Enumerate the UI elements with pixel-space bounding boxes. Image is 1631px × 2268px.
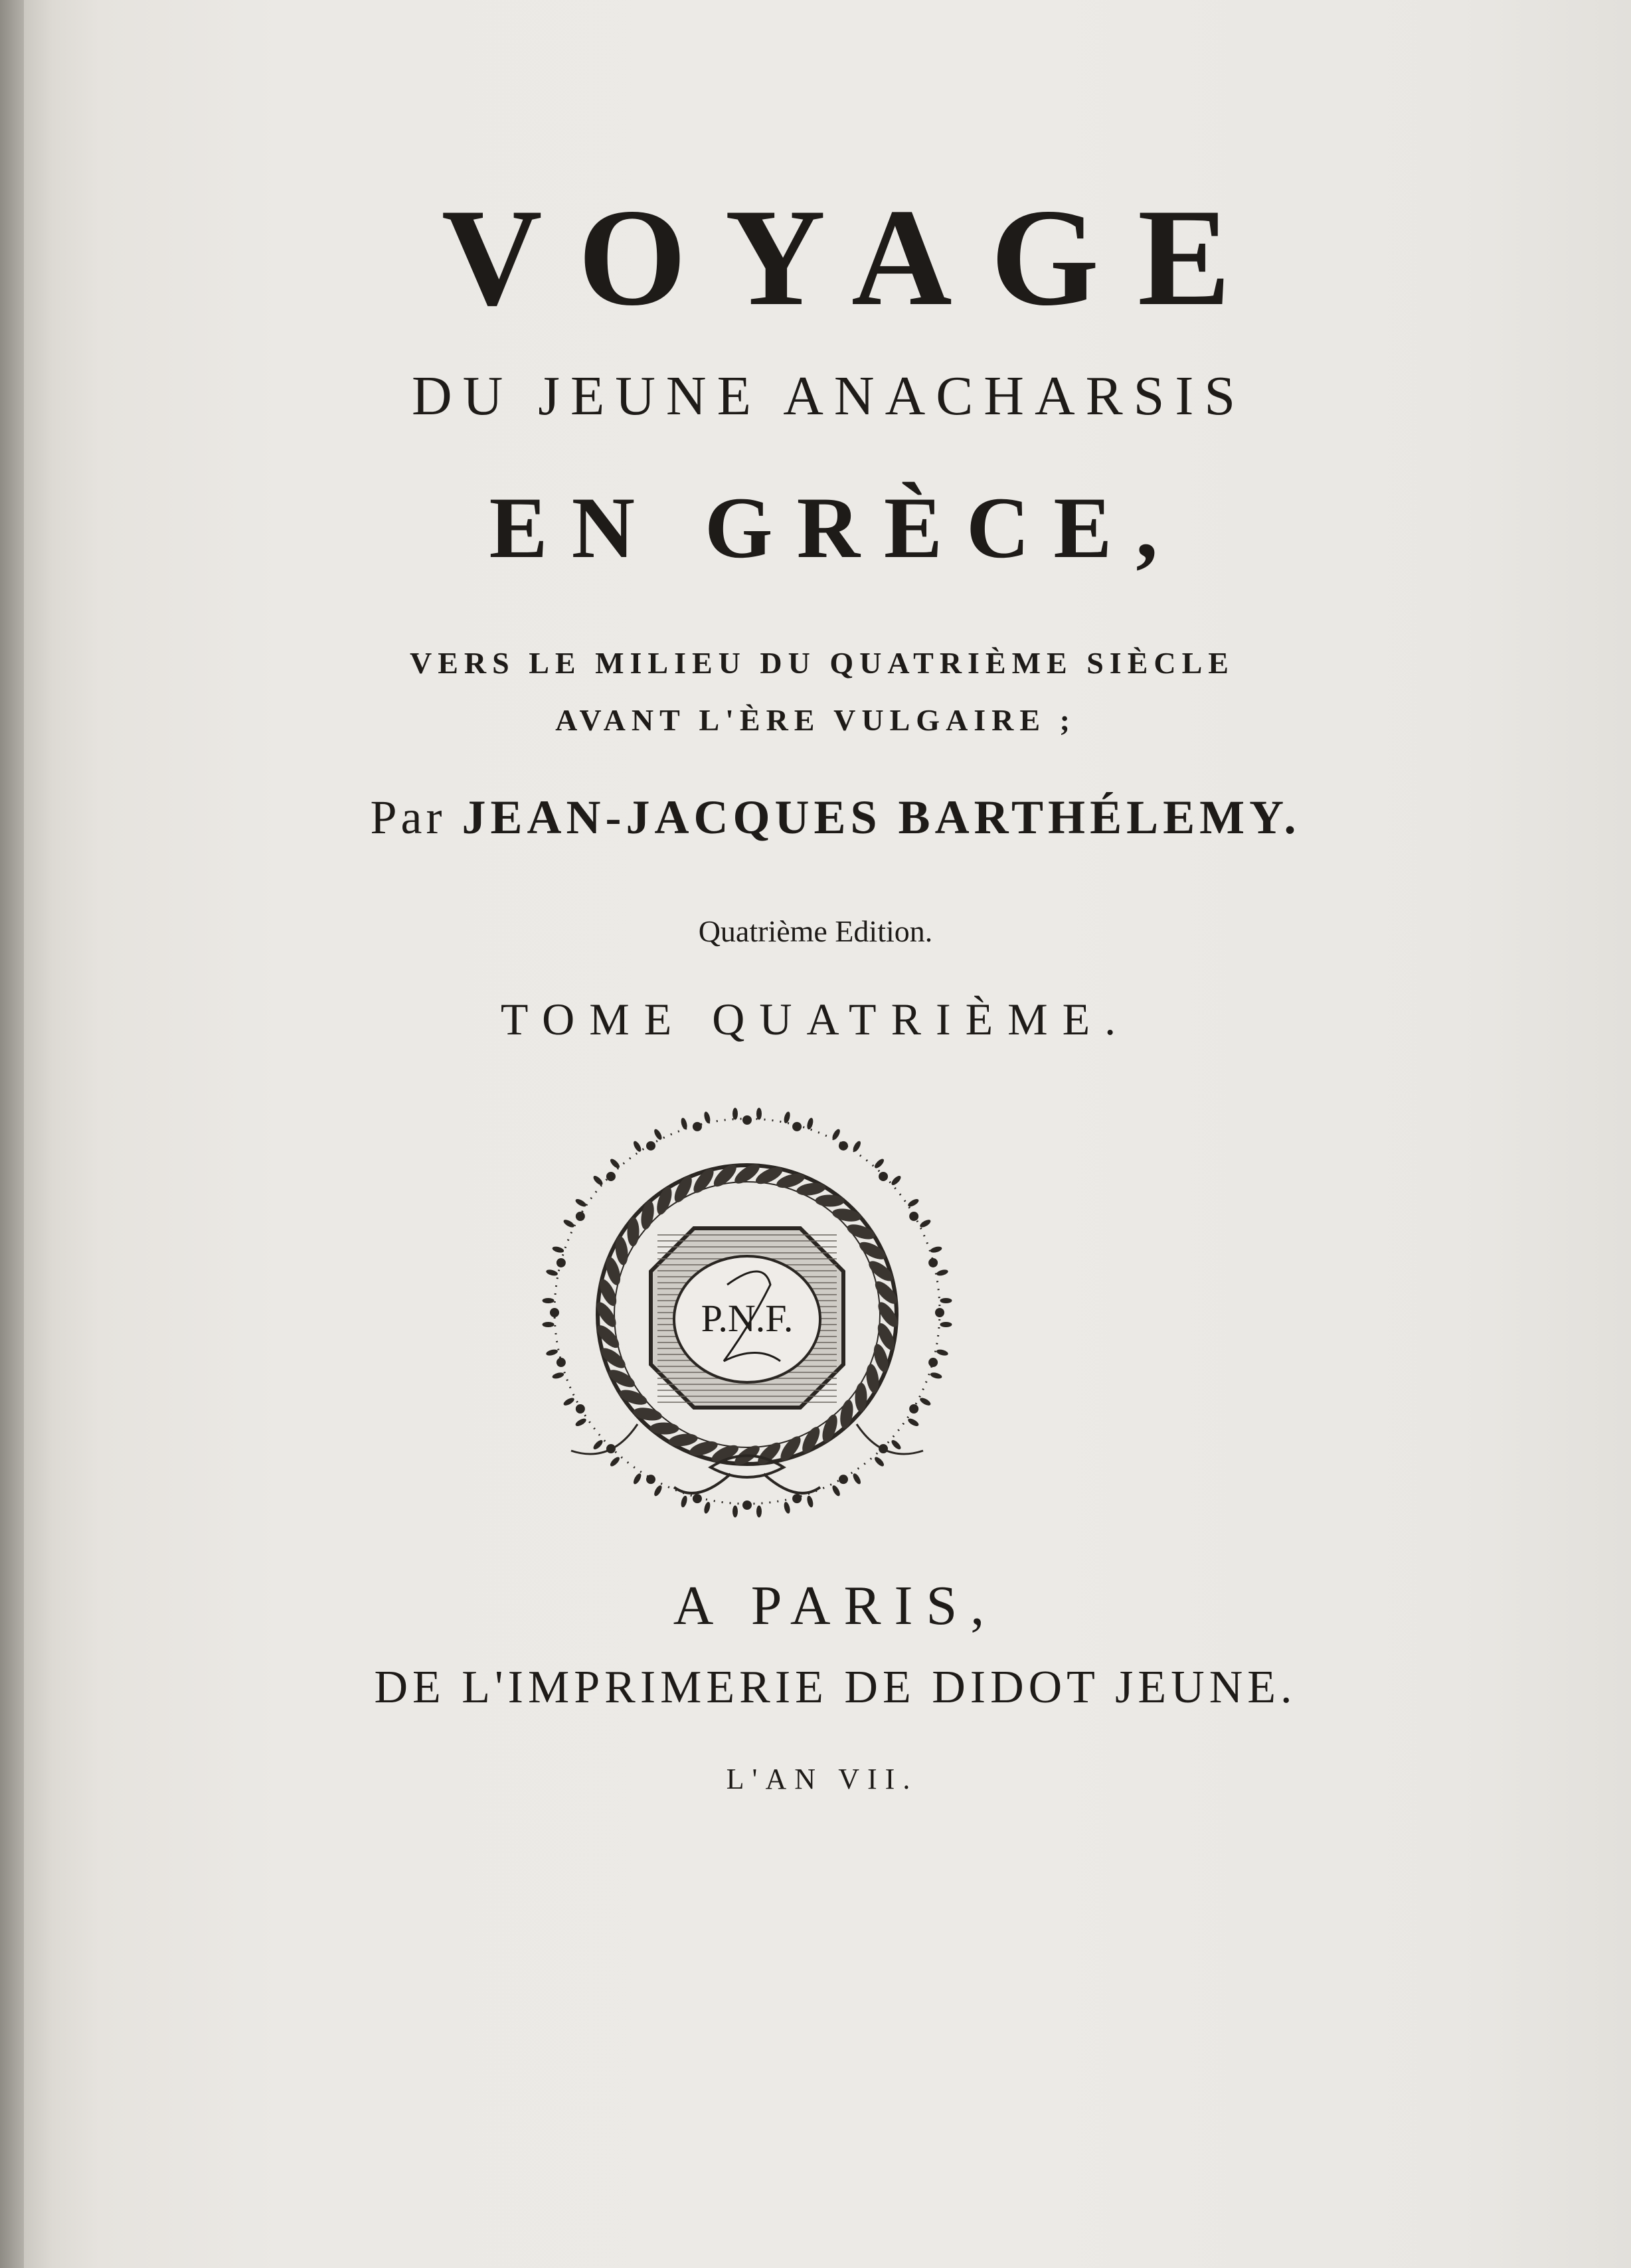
leaf-ornament xyxy=(552,1372,564,1380)
flower-ornament xyxy=(935,1308,944,1317)
leaf-ornament xyxy=(609,1455,621,1467)
leaf-ornament xyxy=(919,1396,932,1407)
leaf-ornament xyxy=(919,1218,932,1229)
imprint-printer: DE L'IMPRIMERIE DE DIDOT JEUNE. xyxy=(374,1662,1297,1713)
leaf-ornament xyxy=(890,1439,902,1451)
leaf-ornament xyxy=(783,1501,791,1514)
leaf-ornament xyxy=(543,1298,555,1303)
flower-ornament xyxy=(879,1172,888,1181)
flower-ornament xyxy=(928,1358,938,1367)
flower-ornament xyxy=(576,1212,585,1221)
flower-ornament xyxy=(742,1500,752,1510)
subtitle-line-3: VERS LE MILIEU DU QUATRIÈME SIÈCLE xyxy=(410,646,1235,680)
wreath-leaf xyxy=(632,1406,663,1422)
leaf-ornament xyxy=(545,1269,558,1277)
wreath-leaf xyxy=(654,1185,675,1216)
wreath-leaf xyxy=(618,1387,649,1408)
subtitle-line-2: EN GRÈCE, xyxy=(489,479,1182,576)
subtitle-line-4: AVANT L'ÈRE VULGAIRE ; xyxy=(555,703,1076,737)
leaf-ornament xyxy=(653,1128,663,1141)
book-title: VOYAGE xyxy=(441,181,1270,335)
leaf-ornament xyxy=(703,1501,711,1514)
leaf-ornament xyxy=(574,1198,588,1208)
leaf-ornament xyxy=(873,1157,885,1169)
leaf-ornament xyxy=(831,1128,841,1141)
leaf-ornament xyxy=(940,1298,952,1303)
leaf-ornament xyxy=(907,1198,920,1208)
wreath-leaf xyxy=(819,1413,840,1444)
leaf-ornament xyxy=(930,1246,942,1254)
author-line xyxy=(20,790,1631,845)
leaf-ornament xyxy=(930,1372,942,1380)
leaf-ornament xyxy=(806,1495,814,1508)
leaf-ornament xyxy=(936,1269,948,1277)
leaf-ornament xyxy=(873,1455,885,1467)
leaf-ornament xyxy=(732,1108,738,1120)
flower-ornament xyxy=(839,1475,848,1484)
wreath-monogram-vignette-icon xyxy=(531,1105,963,1530)
flower-ornament xyxy=(550,1308,559,1317)
leaf-ornament xyxy=(632,1473,643,1486)
wreath-leaf xyxy=(639,1200,655,1230)
leaf-ornament xyxy=(756,1505,762,1517)
emblem-monogram: P.N.F. xyxy=(701,1297,794,1340)
flower-ornament xyxy=(693,1494,702,1503)
author-name: JEAN-JACQUES BARTHÉLEMY. xyxy=(462,791,1301,844)
leaf-ornament xyxy=(940,1322,952,1327)
imprint-year: L'AN VII. xyxy=(726,1763,918,1795)
flower-ornament xyxy=(928,1258,938,1267)
flower-ornament xyxy=(909,1212,918,1221)
leaf-ornament xyxy=(592,1439,604,1451)
flower-ornament xyxy=(557,1358,566,1367)
leaf-ornament xyxy=(756,1108,762,1120)
flower-ornament xyxy=(909,1404,918,1414)
leaf-ornament xyxy=(552,1246,564,1254)
leaf-ornament xyxy=(890,1174,902,1186)
flower-ornament xyxy=(557,1258,566,1267)
edition-line: Quatrième Edition. xyxy=(698,914,933,948)
flower-ornament xyxy=(606,1172,616,1181)
leaf-ornament xyxy=(851,1473,862,1486)
flower-ornament xyxy=(576,1404,585,1414)
leaf-ornament xyxy=(609,1157,621,1169)
leaf-ornament xyxy=(574,1417,588,1427)
author-prefix: Par xyxy=(370,791,446,844)
leaf-ornament xyxy=(632,1140,643,1153)
leaf-ornament xyxy=(783,1111,791,1123)
leaf-ornament xyxy=(907,1417,920,1427)
leaf-ornament xyxy=(732,1505,738,1517)
wreath-leaf xyxy=(831,1206,862,1223)
leaf-ornament xyxy=(562,1396,576,1407)
leaf-ornament xyxy=(680,1495,688,1508)
imprint-place: A PARIS, xyxy=(673,1575,998,1637)
flower-ornament xyxy=(646,1141,655,1151)
leaf-ornament xyxy=(653,1485,663,1498)
book-gutter xyxy=(0,0,24,2268)
flower-ornament xyxy=(792,1122,802,1131)
flower-ornament xyxy=(792,1494,802,1503)
leaf-ornament xyxy=(545,1348,558,1356)
leaf-ornament xyxy=(936,1348,948,1356)
wreath-leaf xyxy=(838,1399,855,1429)
flower-ornament xyxy=(839,1141,848,1151)
subtitle-line-1: DU JEUNE ANACHARSIS xyxy=(411,365,1246,427)
wreath-leaf xyxy=(845,1222,877,1242)
leaf-ornament xyxy=(592,1174,604,1186)
flower-ornament xyxy=(693,1122,702,1131)
leaf-ornament xyxy=(562,1218,576,1229)
leaf-ornament xyxy=(806,1117,814,1130)
leaf-ornament xyxy=(831,1485,841,1498)
volume-line: TOME QUATRIÈME. xyxy=(500,994,1131,1044)
leaf-ornament xyxy=(543,1322,555,1327)
flower-ornament xyxy=(742,1115,752,1125)
leaf-ornament xyxy=(851,1140,862,1153)
flower-ornament xyxy=(646,1475,655,1484)
